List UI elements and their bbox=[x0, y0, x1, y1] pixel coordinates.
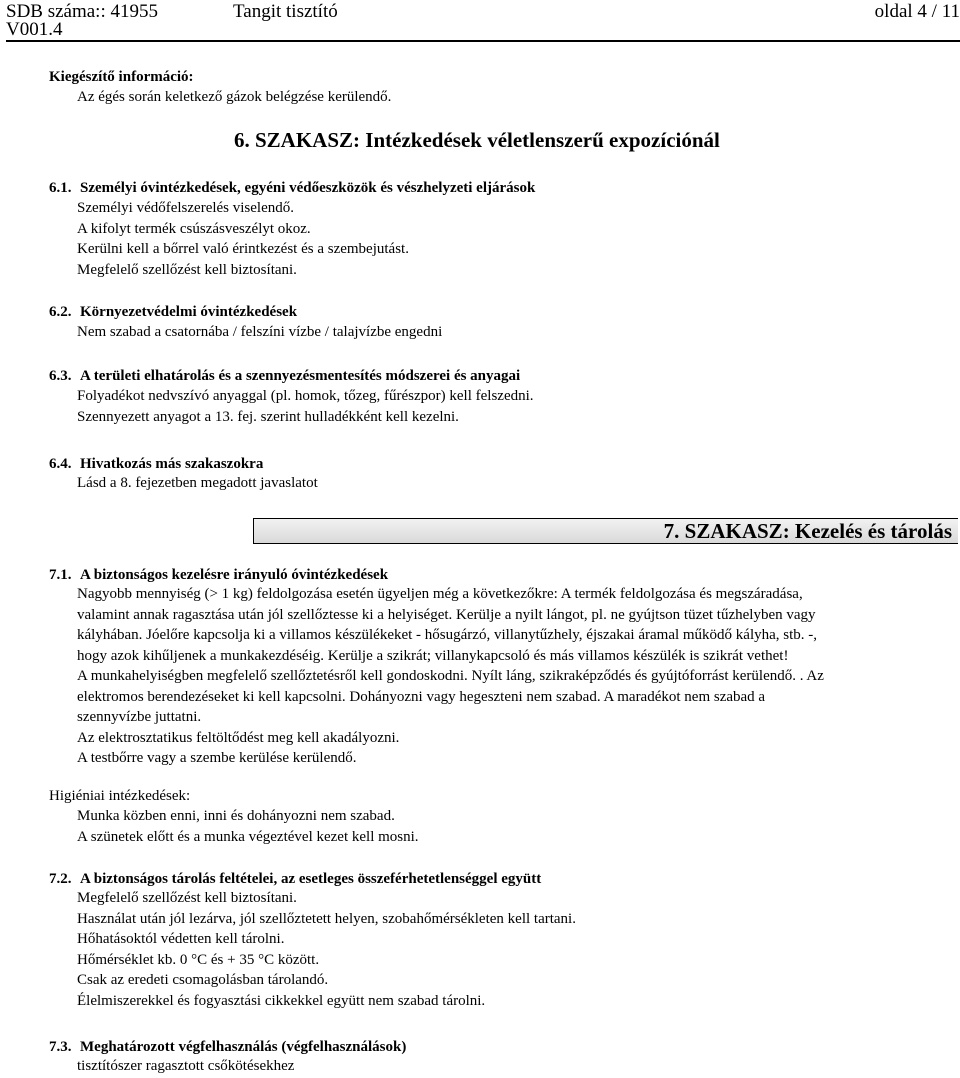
sds-number: SDB száma:: 41955 bbox=[6, 1, 158, 22]
text-line: szennyvízbe juttatni. bbox=[77, 709, 202, 725]
text-line: Használat után jól lezárva, jól szellőztetett helyen, szobahőmérsékleten kell tartani. bbox=[77, 910, 576, 927]
section-6-title: 6. SZAKASZ: Intézkedések véletlenszerű expozíciónál bbox=[234, 128, 720, 152]
text-line: A munkahelyiségben megfelelő szellőztetésről kell gondoskodni. Nyílt láng, szikraképződés és gyújtóforrást kerülendő. . Az bbox=[77, 668, 824, 684]
subsection-6-4-body bbox=[77, 473, 318, 494]
text-line: Élelmiszerekkel és fogyasztási cikkekkel együtt nem szabad tárolni. bbox=[77, 992, 486, 1009]
subsection-6-3-title: A területi elhatárolás és a szennyezésmentesítés módszerei és anyagai bbox=[80, 368, 521, 384]
text-line: Kerülni kell a bőrrel való érintkezést és a szembejutást. bbox=[77, 241, 409, 257]
text-line: A szünetek előtt és a munka végeztével kezet kell mosni. bbox=[77, 828, 419, 845]
text-line: kályhában. Jóelőre kapcsolja ki a villamos készülékeket - hősugárzó, villanytűzhely, éjszakai áramal működő kályha, stb. -, bbox=[77, 627, 818, 643]
text-line: elektromos berendezéseket ki kell kapcsolni. Dohányozni vagy hegeszteni nem szabad. A maradékot nem szabad a bbox=[77, 688, 766, 705]
text-line: hogy azok kihűljenek a munkakezdéséig. Kerülje a szikrát; villanykapcsoló és más villamos készülék is szikrát vethet! bbox=[77, 647, 789, 664]
subsection-7-3-body bbox=[77, 1056, 294, 1077]
subsection-6-3-number: 6.3. bbox=[49, 368, 72, 384]
text-line: Megfelelő szellőzést kell biztosítani. bbox=[77, 261, 297, 278]
subsection-6-1-title: Személyi óvintézkedések, egyéni védőeszközök és vészhelyzeti eljárások bbox=[80, 180, 536, 196]
subsection-6-4-number: 6.4. bbox=[49, 456, 72, 472]
text-line: Hőhatásoktól védetten kell tárolni. bbox=[77, 931, 285, 947]
subsection-7-3-number: 7.3. bbox=[49, 1039, 72, 1055]
text-line: Hőmérséklet kb. 0 °C és + 35 °C között. bbox=[77, 951, 320, 968]
subsection-6-4-title: Hivatkozás más szakaszokra bbox=[80, 456, 264, 472]
text-line: Megfelelő szellőzést kell biztosítani. bbox=[77, 890, 297, 906]
subsection-7-1-title: A biztonságos kezelésre irányuló óvintézkedések bbox=[80, 567, 389, 583]
text-line: Személyi védőfelszerelés viselendő. bbox=[77, 200, 295, 216]
subsection-6-3-body bbox=[77, 386, 534, 427]
subsection-6-1-body bbox=[77, 198, 409, 280]
subsection-7-1-number: 7.1. bbox=[49, 567, 72, 583]
text-line: tisztítószer ragasztott csőkötésekhez bbox=[77, 1058, 295, 1074]
subsection-6-1-number: 6.1. bbox=[49, 180, 72, 196]
header-divider bbox=[6, 40, 960, 42]
subsection-6-2-title: Környezetvédelmi óvintézkedések bbox=[80, 304, 298, 320]
page-number: oldal 4 / 11 bbox=[874, 1, 960, 22]
section-7-header-box bbox=[253, 518, 958, 544]
text-line: A kifolyt termék csúszásveszélyt okoz. bbox=[77, 220, 311, 237]
subsection-7-2-number: 7.2. bbox=[49, 871, 72, 887]
text-line: Csak az eredeti csomagolásban tárolandó. bbox=[77, 972, 329, 988]
text-line: Folyadékot nedvszívó anyaggal (pl. homok, tőzeg, fűrészpor) kell felszedni. bbox=[77, 388, 534, 404]
subsection-7-1-body bbox=[77, 584, 824, 769]
subsection-6-2-number: 6.2. bbox=[49, 304, 72, 320]
product-name: Tangit tisztító bbox=[233, 1, 338, 22]
subsection-7-3-title: Meghatározott végfelhasználás (végfelhasználások) bbox=[80, 1039, 407, 1055]
section-7-title: 7. SZAKASZ: Kezelés és tárolás bbox=[663, 519, 952, 543]
version: V001.4 bbox=[6, 19, 63, 40]
text-line: valamint annak ragasztása után jól szellőztesse ki a helyiséget. Kerülje a nyilt lángot, pl. ne gyújtson tüzet tűzhelyben vagy bbox=[77, 606, 816, 623]
subsection-7-2-body bbox=[77, 888, 576, 1011]
text-line: A testbőrre vagy a szembe kerülése kerülendő. bbox=[77, 750, 357, 766]
hygiene-body bbox=[77, 806, 419, 847]
subsection-6-2-body bbox=[77, 322, 442, 343]
text-line: Munka közben enni, inni és dohányozni nem szabad. bbox=[77, 808, 395, 824]
text-line: Nagyobb mennyiség (> 1 kg) feldolgozása esetén ügyeljen még a következőkre: A termék feldolgozása és megszáradása, bbox=[77, 586, 803, 602]
text-line: Lásd a 8. fejezetben megadott javaslatot bbox=[77, 475, 318, 491]
text-line: Az elektrosztatikus feltöltődést meg kell akadályozni. bbox=[77, 729, 400, 746]
text-line: Szennyezett anyagot a 13. fej. szerint hulladékként kell kezelni. bbox=[77, 408, 459, 425]
text-line: Nem szabad a csatornába / felszíni vízbe / talajvízbe engedni bbox=[77, 324, 443, 340]
subsection-7-2-title: A biztonságos tárolás feltételei, az esetleges összeférhetetlenséggel együtt bbox=[80, 871, 542, 887]
supplementary-title: Kiegészítő információ: bbox=[49, 69, 194, 85]
hygiene-title: Higiéniai intézkedések: bbox=[49, 788, 191, 804]
supplementary-text: Az égés során keletkező gázok belégzése kerülendő. bbox=[77, 89, 392, 105]
